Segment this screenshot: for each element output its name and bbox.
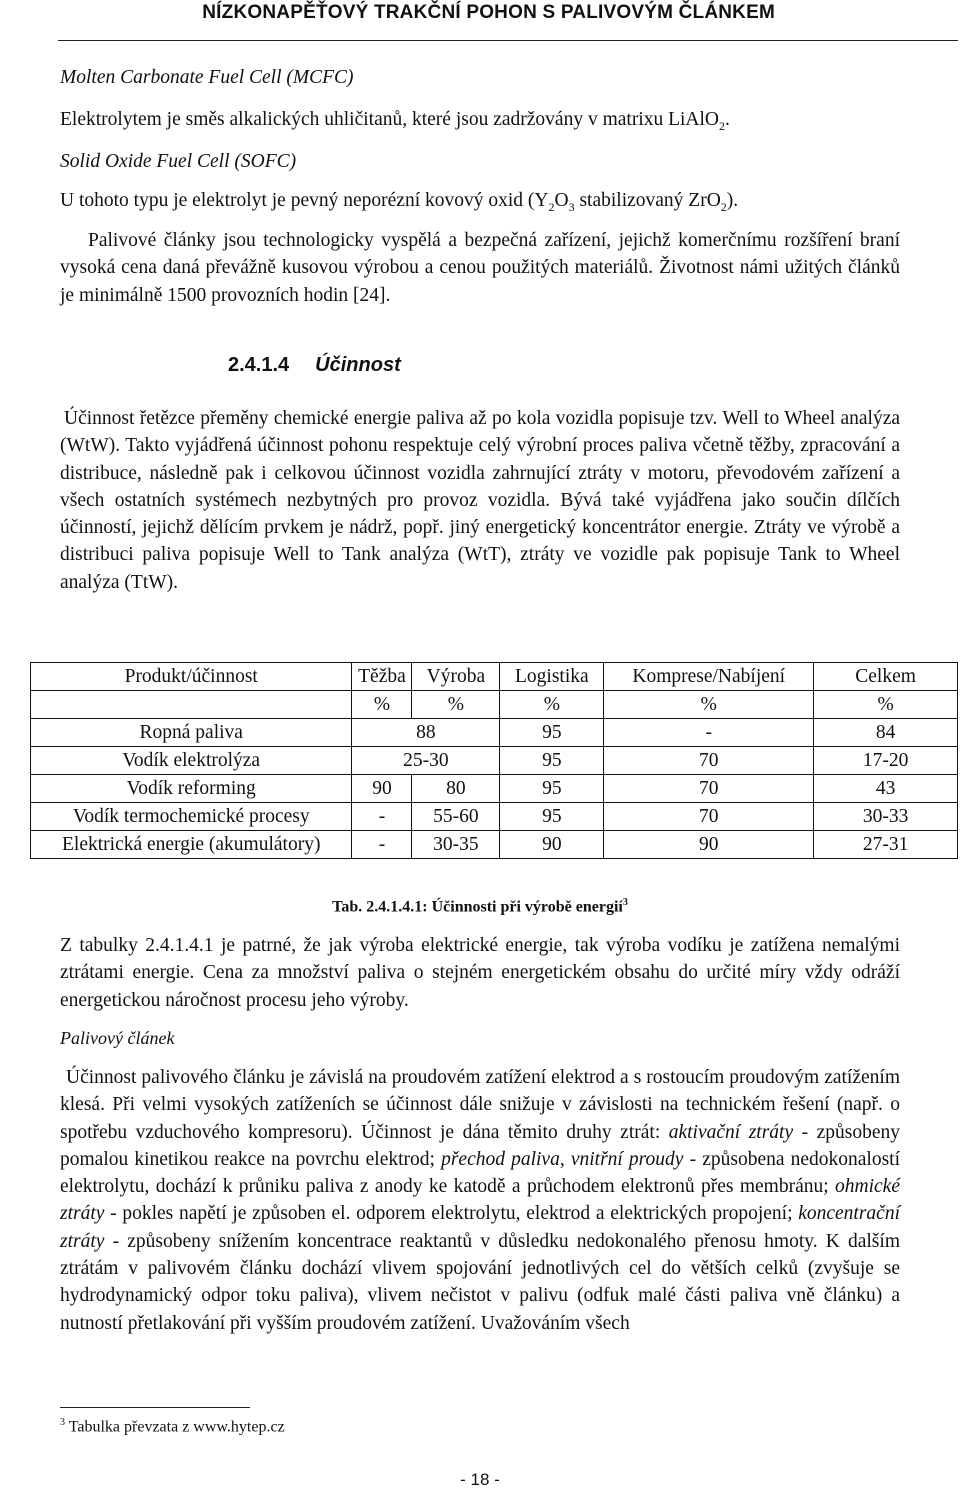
paragraph-tabulka: Z tabulky 2.4.1.4.1 je patrné, že jak výroba elektrické energie, tak výroba vodíku je zatížena nemalými ztrátami energie. Cena za množství paliva o stejném energetickém obsahu do určité míry vždy odráží energetickou náročnost procesu jeho výroby. xyxy=(60,935,900,1011)
table-cell: 90 xyxy=(500,831,604,859)
table-cell: 43 xyxy=(814,775,958,803)
text-run: - způsobena nedokonalostí elektrolytu, dochází k průniku paliva z anody ke katodě a průchodem elektronů přes membránu; xyxy=(60,1148,901,1198)
table-unit-cell: % xyxy=(500,691,604,719)
paragraph-palivovy-clanek xyxy=(60,1064,900,1337)
table-cell xyxy=(31,691,352,719)
text-run: - způsobeny pomalou kinetikou reakce na povrchu elektrod; xyxy=(60,1121,900,1170)
table-cell: 30-33 xyxy=(814,803,958,831)
table-cell: 25-30 xyxy=(352,747,500,775)
sofc-title: Solid Oxide Fuel Cell (SOFC) xyxy=(60,151,297,172)
table-row xyxy=(31,831,958,859)
table-unit-cell: % xyxy=(352,691,412,719)
italic-term: aktivační ztráty xyxy=(668,1121,794,1143)
sofc-sub-c: 2 xyxy=(720,199,727,214)
table-cell: 95 xyxy=(500,719,604,747)
italic-term: přechod paliva, vnitřní proudy xyxy=(441,1148,684,1170)
caption-footnote-ref: 3 xyxy=(622,897,628,908)
table-header-cell: Logistika xyxy=(500,663,604,691)
mcfc-text-end: . xyxy=(725,109,730,130)
mcfc-text xyxy=(60,106,900,140)
table-row xyxy=(31,719,958,747)
table-row xyxy=(31,775,958,803)
table-cell: 88 xyxy=(352,719,500,747)
footnote-marker: 3 xyxy=(60,1417,65,1428)
table-cell: 90 xyxy=(604,831,814,859)
table-header-cell: Komprese/Nabíjení xyxy=(604,663,814,691)
table-cell: 80 xyxy=(412,775,500,803)
table-row xyxy=(31,747,958,775)
table-units-row xyxy=(31,691,958,719)
efficiency-table xyxy=(30,662,958,859)
table-unit-cell: % xyxy=(814,691,958,719)
table-cell: 95 xyxy=(500,747,604,775)
sofc-text-a: U tohoto typu je elektrolyt je pevný neporézní kovový oxid (Y xyxy=(60,190,549,211)
section-title: Účinnost xyxy=(315,354,401,376)
mcfc-text-main: Elektrolytem je směs alkalických uhličitanů, které jsou zadržovány v matrixu LiAlO xyxy=(60,109,720,130)
footnote-rule xyxy=(60,1407,250,1408)
header-rule xyxy=(58,40,958,41)
table-unit-cell: % xyxy=(412,691,500,719)
footnote xyxy=(60,1417,285,1436)
table-cell: Ropná paliva xyxy=(31,719,352,747)
sofc-text-b: O xyxy=(554,190,569,211)
table-cell: 70 xyxy=(604,803,814,831)
table-header-cell: Výroba xyxy=(412,663,500,691)
sofc-sub-b: 3 xyxy=(568,199,575,214)
table-cell: Elektrická energie (akumulátory) xyxy=(31,831,352,859)
mcfc-title: Molten Carbonate Fuel Cell (MCFC) xyxy=(60,67,354,88)
table-cell: 84 xyxy=(814,719,958,747)
subheading-palivovy-clanek: Palivový článek xyxy=(60,1028,175,1048)
table-cell: 90 xyxy=(352,775,412,803)
paragraph-ucinnost: Účinnost řetězce přeměny chemické energie paliva až po kola vozidla popisuje tzv. Well to Wheel analýza (WtW). Takto vyjádřená účinnost pohonu respektuje celý výrobní proces paliva včetně těžby, zpracování a distribuce, následně pak i celkovou účinnost vozidla zahrnující ztráty v motoru, převodovém zařízení a všech ostatních systémech nezbytných pro provoz vozidla. Bývá také vyjádřena jako součin dílčích účinností, jejichž dělícím prvkem je nádrž, popř. jiný energetický koncentrátor energie. Ztráty ve výrobě a distribuci paliva popisuje Well to Tank analýza (WtT), ztráty ve vozidle pak popisuje Tank to Wheel analýza (TtW). xyxy=(60,408,900,593)
table-cell: 27-31 xyxy=(814,831,958,859)
table-unit-cell: % xyxy=(604,691,814,719)
table-cell: 55-60 xyxy=(412,803,500,831)
sofc-text-c: stabilizovaný ZrO xyxy=(574,190,721,211)
table-cell: 95 xyxy=(500,803,604,831)
italic-term: ohmické ztráty xyxy=(60,1176,900,1225)
table-header-row xyxy=(31,663,958,691)
italic-term: koncentrační ztráty xyxy=(60,1203,900,1252)
table-cell: 30-35 xyxy=(412,831,500,859)
table-cell: 17-20 xyxy=(814,747,958,775)
table-cell: Vodík reforming xyxy=(31,775,352,803)
table-cell: - xyxy=(352,803,412,831)
paragraph-palivove-clanky: Palivové články jsou technologicky vyspělá a bezpečná zařízení, jejichž komerčnímu rozšíření braní vysoká cena daná převážně kusovou výrobou a cenou použitých materiálů. Životnost námi užitých článků je minimálně 1500 provozních hodin [24]. xyxy=(60,230,900,306)
section-heading xyxy=(228,354,401,377)
table-cell: - xyxy=(352,831,412,859)
text-run: Účinnost palivového článku je závislá na proudovém zatížení elektrod a s rostoucím proudovým zatížením klesá. Při velmi vysokých zatíženích se účinnost dále snižuje v závislosti na technickém řešení (např. o spotřebu vzduchového kompresoru). Účinnost je dána těmito druhy ztrát: xyxy=(60,1067,900,1143)
table-header-cell: Těžba xyxy=(352,663,412,691)
table-row xyxy=(31,803,958,831)
table-header-cell: Produkt/účinnost xyxy=(31,663,352,691)
caption-text: Tab. 2.4.1.4.1: Účinnosti při výrobě energií xyxy=(332,898,623,916)
text-run: - pokles napětí je způsoben el. odporem elektrolytu, elektrod a elektrických propojení; xyxy=(104,1203,799,1225)
table-caption xyxy=(0,897,960,916)
sofc-sub-a: 2 xyxy=(548,199,555,214)
text-run: - způsobeny snížením koncentrace reaktantů v důsledku nedokonalého přenosu hmoty. K dalším ztrátám v palivovém článku dochází vlivem spojování jednotlivých cel do větších celků (zvyšuje se hydrodynamický odpor toku paliva), vlivem nečistot v palivu (odfuk malé části paliva vně článku) a nutností přetlakování při vyšším proudovém zatížení. Uvažováním všech xyxy=(60,1230,900,1334)
table-cell: Vodík termochemické procesy xyxy=(31,803,352,831)
table-header-cell: Celkem xyxy=(814,663,958,691)
table-cell: 70 xyxy=(604,775,814,803)
footnote-text: Tabulka převzata z www.hytep.cz xyxy=(65,1418,285,1436)
section-number: 2.4.1.4 xyxy=(228,354,290,376)
table-cell: Vodík elektrolýza xyxy=(31,747,352,775)
mcfc-subscript: 2 xyxy=(719,118,726,133)
table-cell: 70 xyxy=(604,747,814,775)
sofc-text-d: ). xyxy=(726,190,739,211)
page-number: - 18 - xyxy=(460,1470,500,1489)
running-header: NÍZKONAPĚŤOVÝ TRAKČNÍ POHON S PALIVOVÝM ČLÁNKEM xyxy=(202,2,775,23)
table-cell: 95 xyxy=(500,775,604,803)
table-cell: - xyxy=(604,719,814,747)
sofc-text xyxy=(60,187,900,221)
